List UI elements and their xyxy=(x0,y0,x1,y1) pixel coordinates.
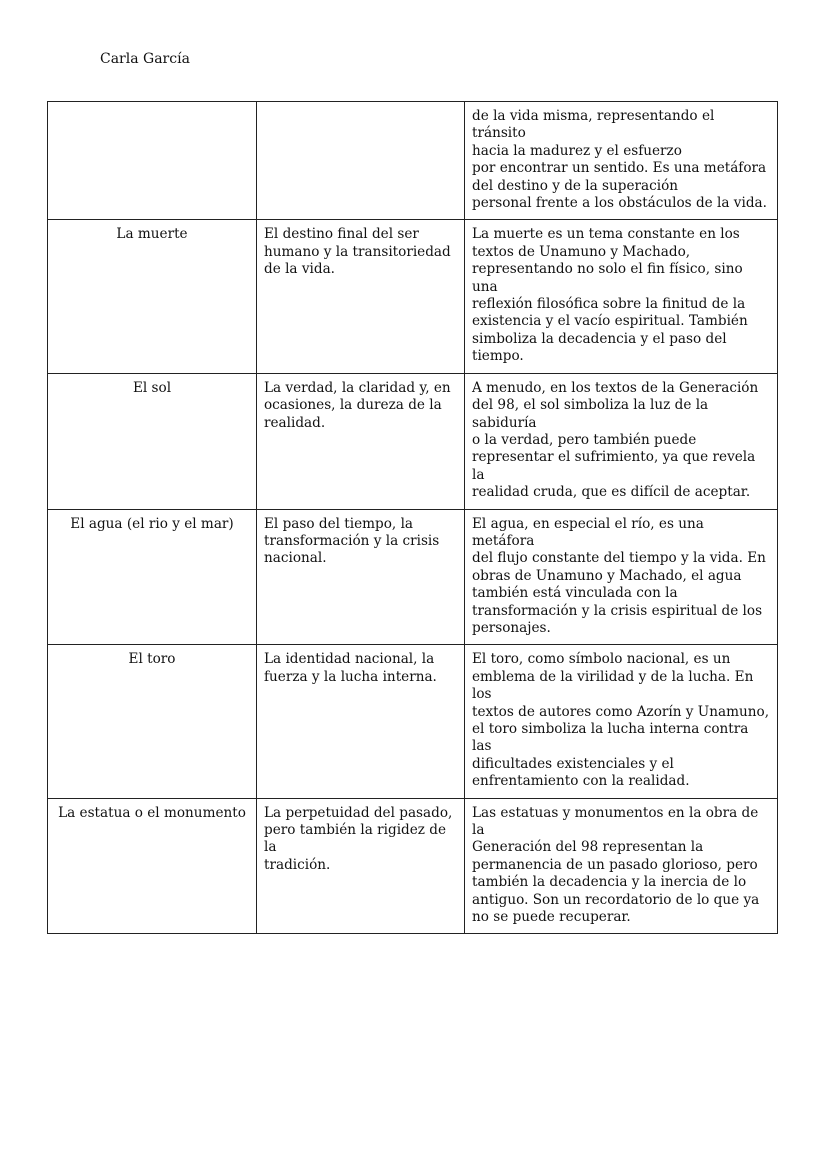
symbols-table xyxy=(47,101,778,934)
symbol-cell: El agua (el rio y el mar) xyxy=(48,509,257,645)
explanation-cell: La muerte es un tema constante en los textos de Unamuno y Machado, representando no solo el fin físico, sino una reflexión filosófica sobre la finitud de la existencia y el vacío espiritual. También simboliza la decadencia y el paso del tiempo. xyxy=(465,220,778,373)
explanation-cell: El toro, como símbolo nacional, es un emblema de la virilidad y de la lucha. En los textos de autores como Azorín y Unamuno, el toro simboliza la lucha interna contra las dificultades existenciales y el enfrentamiento con la realidad. xyxy=(465,645,778,798)
meaning-cell: El destino final del ser humano y la transitoriedad de la vida. xyxy=(257,220,465,373)
explanation-cell: Las estatuas y monumentos en la obra de la Generación del 98 representan la permanencia de un pasado glorioso, pero también la decadencia y la inercia de lo antiguo. Son un recordatorio de lo que ya no se puede recuperar. xyxy=(465,798,778,934)
table-row xyxy=(48,798,778,934)
table-row xyxy=(48,509,778,645)
meaning-cell: La perpetuidad del pasado, pero también la rigidez de la tradición. xyxy=(257,798,465,934)
symbol-cell xyxy=(48,102,257,220)
explanation-cell: El agua, en especial el río, es una metáfora del flujo constante del tiempo y la vida. En obras de Unamuno y Machado, el agua también está vinculada con la transformación y la crisis espiritual de los personajes. xyxy=(465,509,778,645)
table-row xyxy=(48,220,778,373)
table-body xyxy=(48,102,778,934)
author-name: Carla García xyxy=(100,51,190,67)
table-row xyxy=(48,102,778,220)
symbol-cell: La estatua o el monumento xyxy=(48,798,257,934)
explanation-cell: A menudo, en los textos de la Generación del 98, el sol simboliza la luz de la sabiduría o la verdad, pero también puede representar el sufrimiento, ya que revela la realidad cruda, que es difícil de aceptar. xyxy=(465,373,778,509)
symbol-cell: La muerte xyxy=(48,220,257,373)
explanation-cell: de la vida misma, representando el tránsito hacia la madurez y el esfuerzo por encontrar un sentido. Es una metáfora del destino y de la superación personal frente a los obstáculos de la vida. xyxy=(465,102,778,220)
symbol-cell: El sol xyxy=(48,373,257,509)
table-row xyxy=(48,373,778,509)
meaning-cell: La verdad, la claridad y, en ocasiones, la dureza de la realidad. xyxy=(257,373,465,509)
meaning-cell: La identidad nacional, la fuerza y la lucha interna. xyxy=(257,645,465,798)
table-row xyxy=(48,645,778,798)
meaning-cell xyxy=(257,102,465,220)
meaning-cell: El paso del tiempo, la transformación y la crisis nacional. xyxy=(257,509,465,645)
symbol-cell: El toro xyxy=(48,645,257,798)
